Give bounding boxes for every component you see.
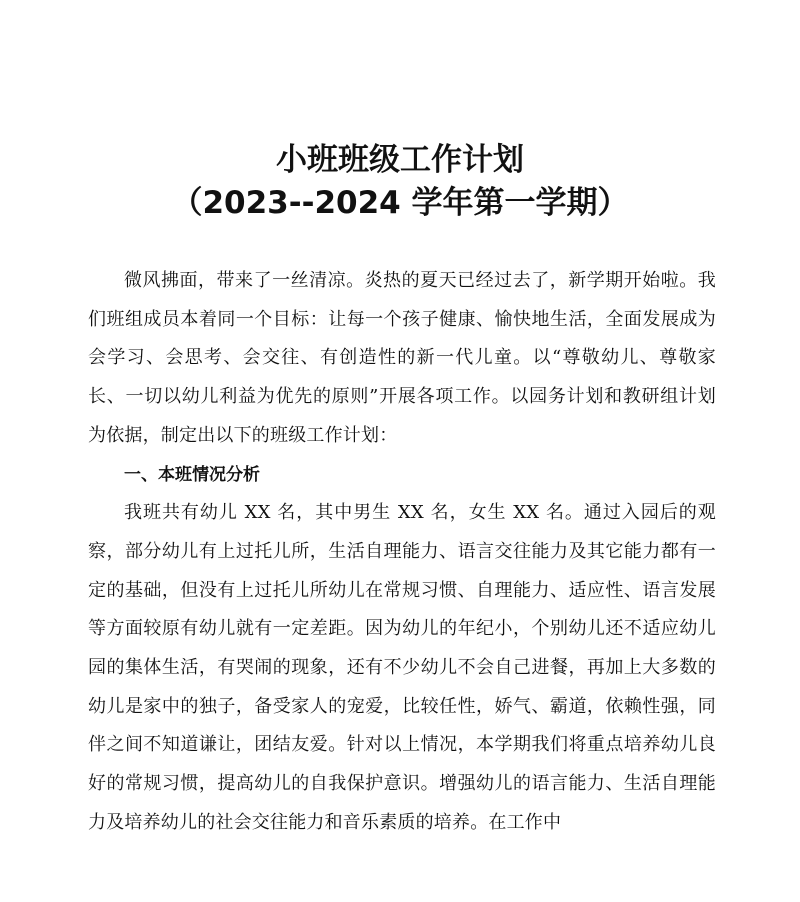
section-heading-class-analysis: 一、本班情况分析 xyxy=(124,464,260,485)
intro-paragraph: 微风拂面，带来了一丝清凉。炎热的夏天已经过去了，新学期开始啦。我们班组成员本着同一个目标：让每一个孩子健康、愉快地生活，全面发展成为会学习、会思考、会交往、有创造性的新一代儿童。以“尊敬幼儿、尊敬家长、一切以幼儿利益为优先的原则”开展各项工作。以园务计划和教研组计划为依据，制定出以下的班级工作计划： xyxy=(88,270,716,446)
document-body xyxy=(88,262,716,843)
document-title: 小班班级工作计划 xyxy=(276,142,524,178)
class-analysis-paragraph: 我班共有幼儿 XX 名，其中男生 XX 名，女生 XX 名。通过入园后的观察，部分幼儿有上过托儿所，生活自理能力、语言交往能力及其它能力都有一定的基础，但没有上过托儿所幼儿在常规习惯、自理能力、适应性、语言发展等方面较原有幼儿就有一定差距。因为幼儿的年纪小，个别幼儿还不适应幼儿园的集体生活，有哭闹的现象，还有不少幼儿不会自己进餐，再加上大多数的幼儿是家中的独子，备受家人的宠爱，比较任性，娇气、霸道，依赖性强，同伴之间不知道谦让，团结友爱。针对以上情况，本学期我们将重点培养幼儿良好的常规习惯，提高幼儿的自我保护意识。增强幼儿的语言能力、生活自理能力及培养幼儿的社会交往能力和音乐素质的培养。在工作中 xyxy=(88,502,716,833)
document-subtitle: （2023--2024 学年第一学期） xyxy=(171,185,629,221)
